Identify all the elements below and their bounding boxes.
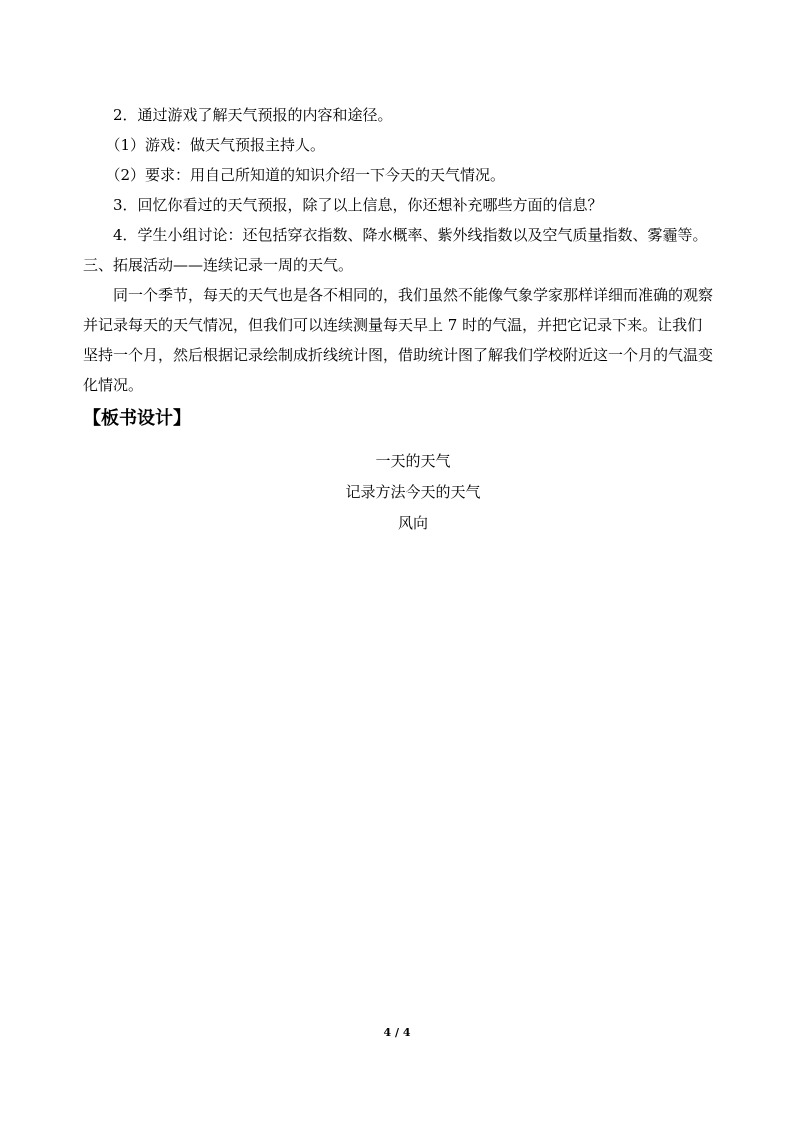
document-body xyxy=(83,100,713,539)
board-line-3: 风向 xyxy=(397,514,428,532)
paragraph-subitem-1: （1）游戏：做天气预报主持人。 xyxy=(105,136,326,154)
page-number: 4 / 4 xyxy=(383,1026,411,1039)
board-design-heading: 【板书设计】 xyxy=(83,408,191,429)
board-design-block xyxy=(83,446,743,539)
board-line-2: 记录方法今天的天气 xyxy=(345,483,481,501)
paragraph-item-2: 2．通过游戏了解天气预报的内容和途径。 xyxy=(113,106,393,124)
paragraph-item-3: 3．回忆你看过的天气预报，除了以上信息，你还想补充哪些方面的信息？ xyxy=(113,196,603,214)
section-title-extension: 三、拓展活动——连续记录一周的天气。 xyxy=(83,256,354,274)
paragraph-subitem-2: （2）要求：用自己所知道的知识介绍一下今天的天气情况。 xyxy=(105,166,506,184)
paragraph-item-4: 4．学生小组讨论：还包括穿衣指数、降水概率、紫外线指数以及空气质量指数、雾霾等。 xyxy=(113,226,708,244)
paragraph-extension-body: 同一个季节，每天的天气也是各不相同的，我们虽然不能像气象学家那样详细而准确的观察并记录每天的天气情况，但我们可以连续测量每天早上 7 时的气温，并把它记录下来。让我们坚持一个月，然后根据记录绘制成折线统计图，借助统计图了解我们学校附近这一个月的气温变化情况。 xyxy=(83,286,714,394)
board-line-1: 一天的天气 xyxy=(375,452,451,470)
